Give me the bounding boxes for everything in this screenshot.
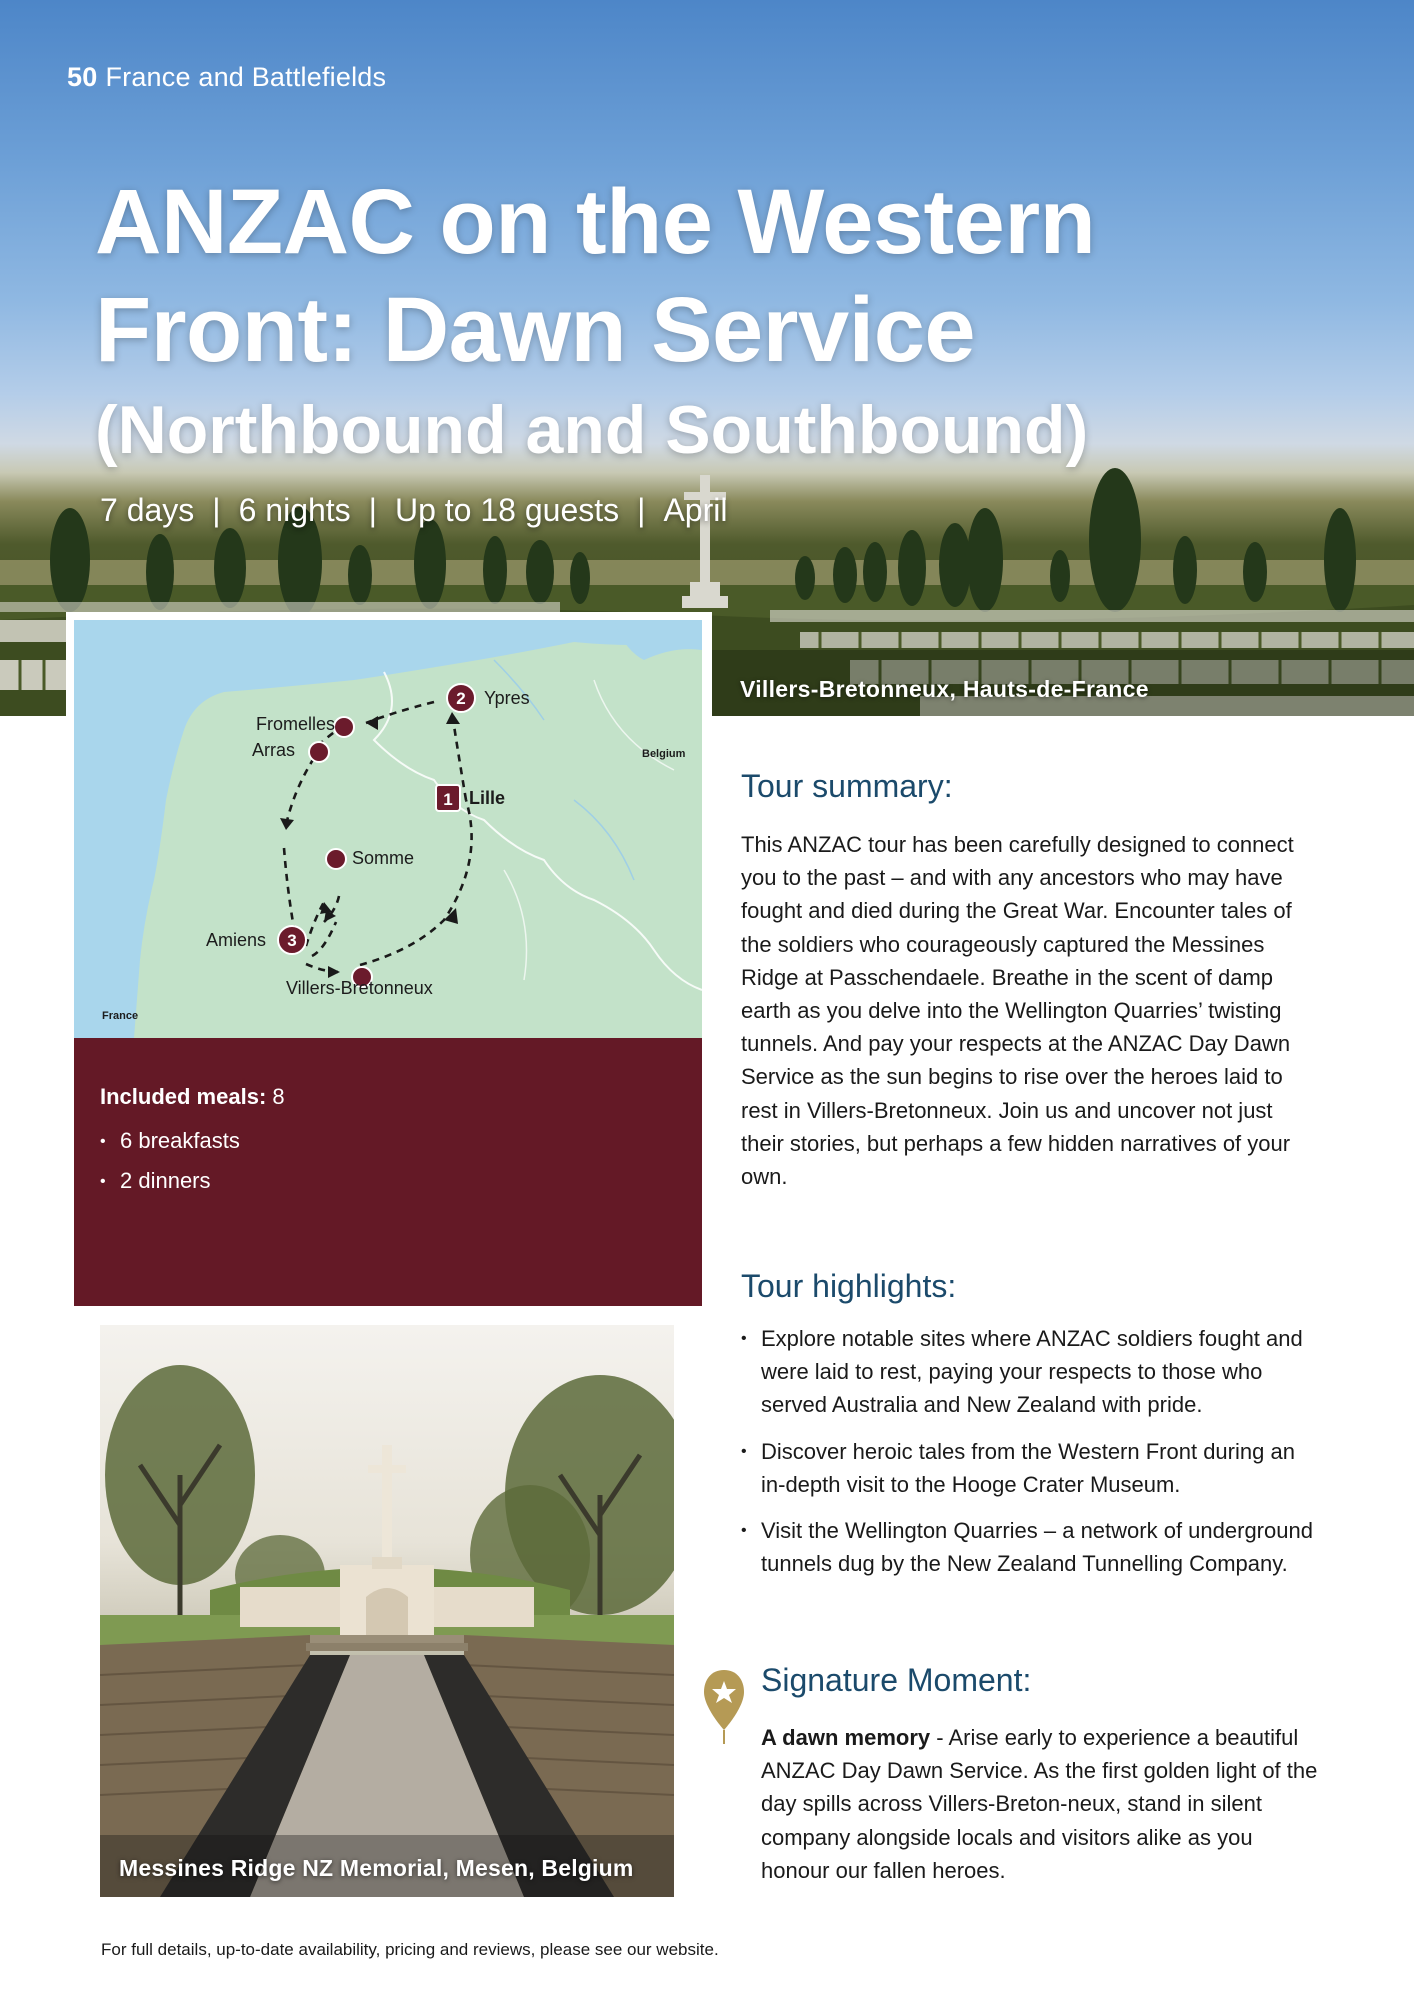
highlight-item: • Visit the Wellington Quarries – a network of underground tunnels dug by the New Zealand Tunnelling Company. — [741, 1514, 1321, 1580]
meal-item-dinners: • 2 dinners — [100, 1168, 676, 1194]
tour-summary-text: This ANZAC tour has been carefully designed to connect you to the past – and with any ancestors who may have fought and died during the Great War. Encounter tales of the soldiers who courageously captured the Messines Ridge at Passchendaele. Breathe in the scent of damp earth as you delve into the Wellington Quarries’ twisting tunnels. And pay your respects at the ANZAC Day Dawn Service as the sun begins to rise over the heroes laid to rest in Villers-Bretonneux. Join us and uncover not just their stories, but perhaps a few hidden narratives of your own. — [741, 832, 1294, 1190]
meals-count: 8 — [272, 1084, 285, 1109]
hero-photo — [0, 0, 1414, 716]
highlight-item: • Discover heroic tales from the Western Front during an in-depth visit to the Hooge Crater Museum. — [741, 1435, 1321, 1501]
signature-moment-heading: Signature Moment: — [761, 1662, 1032, 1698]
meals-list — [100, 1128, 676, 1194]
star-pin-icon — [702, 1668, 746, 1746]
footer-note: For full details, up-to-date availability, pricing and reviews, please see our website. — [101, 1940, 719, 1959]
page-header — [67, 62, 386, 93]
map-label-somme: Somme — [352, 848, 415, 868]
route-map — [74, 620, 702, 1038]
meals-label: Included meals: — [100, 1084, 267, 1109]
signature-lead: A dawn memory — [761, 1725, 931, 1750]
map-label-arras: Arras — [252, 740, 296, 760]
signature-moment-text — [761, 1721, 1321, 1887]
map-label-fromelles: Fromelles — [256, 714, 336, 734]
map-card — [66, 612, 712, 1312]
tour-nights: 6 nights — [238, 492, 351, 528]
tour-highlights-heading: Tour highlights: — [741, 1268, 957, 1304]
page-number: 50 — [67, 62, 98, 92]
hero-photo-caption: Villers-Bretonneux, Hauts-de-France — [740, 676, 1149, 702]
stop-number-amiens: 3 — [287, 931, 297, 950]
memorial-photo — [100, 1325, 674, 1897]
tour-meta — [100, 492, 727, 529]
tour-summary-heading: Tour summary: — [741, 768, 953, 804]
stop-number-lille: 1 — [443, 790, 453, 809]
map-label-lille: Lille — [469, 788, 506, 808]
tour-title-line-3: (Northbound and Southbound) — [95, 392, 1089, 468]
map-label-ypres: Ypres — [484, 688, 530, 708]
meta-separator: | — [637, 492, 646, 528]
tour-title — [95, 168, 1095, 478]
meta-separator: | — [368, 492, 377, 528]
tour-highlights-list — [741, 1322, 1321, 1593]
tour-guests: Up to 18 guests — [394, 492, 620, 528]
meal-item-breakfasts: • 6 breakfasts — [100, 1128, 676, 1154]
section-name: France and Battlefields — [105, 62, 387, 92]
meals-title — [100, 1084, 676, 1110]
route-map-graphic — [74, 620, 702, 1038]
tour-title-line-1: ANZAC on the Western — [95, 171, 1096, 273]
tour-month: April — [663, 492, 728, 528]
stop-number-ypres: 2 — [456, 689, 466, 708]
map-label-belgium: Belgium — [642, 748, 686, 760]
memorial-photo-caption: Messines Ridge NZ Memorial, Mesen, Belgium — [119, 1855, 634, 1881]
signature-body: - Arise early to experience a beautiful ANZAC Day Dawn Service. As the first golden light of the day spills across Villers-Breton-neux, stand in silent company alongside locals and visitors alike as you honour our fallen heroes. — [761, 1725, 1318, 1883]
included-meals-panel — [74, 1038, 702, 1306]
map-label-amiens: Amiens — [206, 930, 267, 950]
map-label-france: France — [102, 1010, 139, 1022]
tour-title-line-2: Front: Dawn Service — [95, 279, 976, 381]
tour-days: 7 days — [100, 492, 195, 528]
meta-separator: | — [212, 492, 221, 528]
highlight-item: • Explore notable sites where ANZAC soldiers fought and were laid to rest, paying your respects to those who served Australia and New Zealand with pride. — [741, 1322, 1321, 1422]
memorial-illustration — [100, 1325, 674, 1897]
map-label-villers-bretonneux: Villers-Bretonneux — [286, 978, 433, 998]
